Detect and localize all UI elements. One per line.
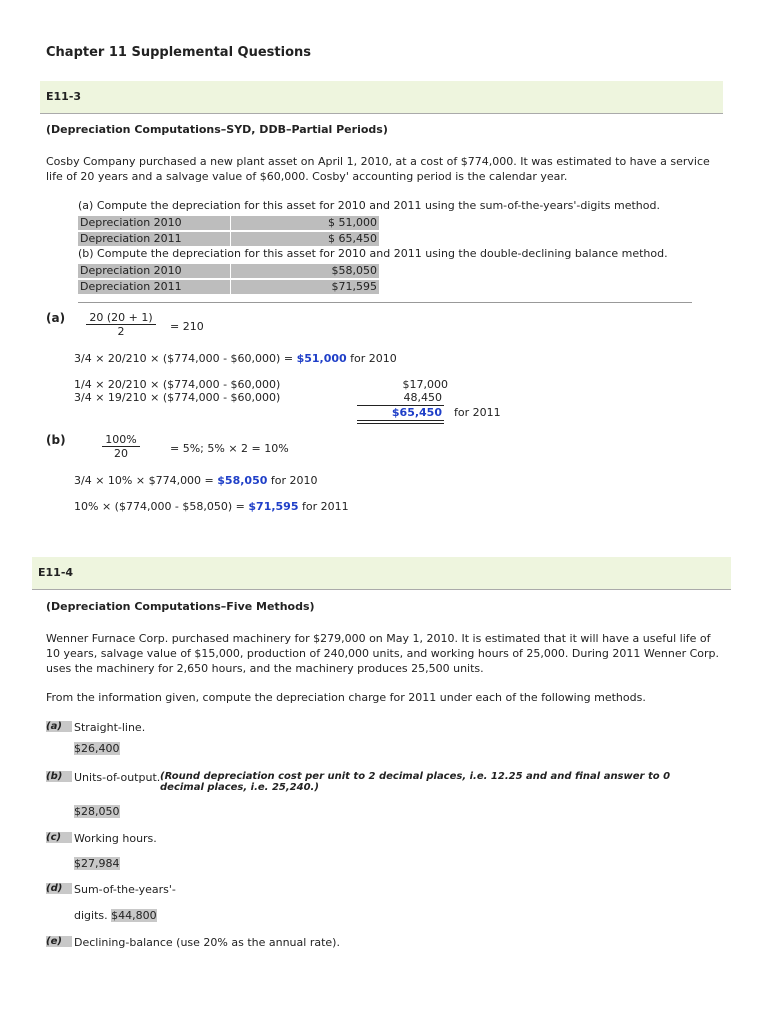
- item-label: (b): [46, 771, 72, 782]
- table-b-label: Depreciation 2010: [78, 264, 230, 278]
- solution-a-label: (a): [46, 311, 66, 325]
- fraction-numerator: 20 (20 + 1): [86, 311, 155, 325]
- item-text: Sum-of-the-years'-: [74, 883, 176, 896]
- fraction: [98, 433, 144, 460]
- answer-value: $71,595: [248, 500, 299, 513]
- fraction: [86, 311, 156, 338]
- calc-text: 3/4 × 10% × $774,000 =: [74, 474, 218, 487]
- table-b-value: $58,050: [231, 264, 379, 278]
- instructions: From the information given, compute the depreciation charge for 2011 under each of the following methods.: [46, 691, 646, 704]
- solution-b-label: (b): [46, 433, 66, 447]
- item-answer: [74, 742, 120, 755]
- answer-value: $58,050: [217, 474, 268, 487]
- answer-value: $65,450: [391, 406, 442, 419]
- fraction-result: = 210: [170, 320, 204, 333]
- double-rule: [357, 420, 444, 421]
- answer-value: $27,984: [74, 857, 120, 870]
- calc-line: [74, 474, 318, 487]
- item-label: (a): [46, 721, 72, 732]
- calc-line: 3/4 × 19/210 × ($774,000 - $60,000): [74, 391, 281, 404]
- item-answer: [74, 909, 157, 922]
- document-title: Chapter 11 Supplemental Questions: [46, 45, 312, 60]
- question-a: (a) Compute the depreciation for this asset for 2010 and 2011 using the sum-of-the-years'-digits method.: [78, 199, 660, 212]
- table-a-value: $ 51,000: [231, 216, 379, 230]
- calc-value: 48,450: [403, 391, 442, 404]
- section-subtitle: (Depreciation Computations–Five Methods): [46, 600, 315, 613]
- fraction-numerator: 100%: [102, 433, 139, 447]
- item-text: Declining-balance (use 20% as the annual rate).: [74, 936, 340, 949]
- item-answer: [74, 805, 120, 818]
- item-note: (Round depreciation cost per unit to 2 decimal places, i.e. 12.25 and and final answer to 0 decimal places, i.e. 25,240.): [160, 771, 671, 793]
- section-subtitle: (Depreciation Computations–SYD, DDB–Partial Periods): [46, 123, 388, 136]
- section-heading: E11-3: [46, 90, 82, 103]
- calc-line: [74, 352, 397, 365]
- table-a-label: Depreciation 2010: [78, 216, 230, 230]
- table-a-label: Depreciation 2011: [78, 232, 230, 246]
- calc-value: $17,000: [402, 378, 448, 391]
- answer-value: $44,800: [111, 909, 157, 922]
- table-b-value: $71,595: [231, 280, 379, 294]
- item-text: Units-of-output.: [74, 771, 161, 784]
- item-text: Straight-line.: [74, 721, 146, 734]
- answer-value: $28,050: [74, 805, 120, 818]
- calc-text: 3/4 × 20/210 × ($774,000 - $60,000) =: [74, 352, 297, 365]
- calc-suffix: for 2011: [454, 406, 501, 419]
- calc-suffix: for 2010: [267, 474, 318, 487]
- answer-value: $51,000: [296, 352, 347, 365]
- fraction-result: = 5%; 5% × 2 = 10%: [170, 442, 289, 455]
- answer-prefix: digits.: [74, 909, 112, 922]
- question-b: (b) Compute the depreciation for this asset for 2010 and 2011 using the double-declining balance method.: [78, 247, 668, 260]
- problem-statement: Wenner Furnace Corp. purchased machinery for $279,000 on May 1, 2010. It is estimated that it will have a useful life of 10 years, salvage value of $15,000, production of 240,000 units, and working hours of 25,000. During 2011 Wenner Corp. uses the machinery for 2,650 hours, and the machinery produces 25,500 units.: [46, 632, 720, 675]
- section-header-e11-3: [40, 81, 723, 114]
- item-label: (e): [46, 936, 72, 947]
- calc-line: [74, 500, 349, 513]
- calc-text: 10% × ($774,000 - $58,050) =: [74, 500, 249, 513]
- item-answer: [74, 857, 120, 870]
- divider: [78, 302, 692, 303]
- calc-suffix: for 2010: [346, 352, 397, 365]
- section-header-e11-4: [32, 557, 731, 590]
- calc-suffix: for 2011: [298, 500, 349, 513]
- fraction-denominator: 2: [117, 325, 125, 338]
- fraction-denominator: 20: [114, 447, 128, 460]
- section-heading: E11-4: [38, 566, 74, 579]
- item-label: (d): [46, 883, 72, 894]
- table-b-label: Depreciation 2011: [78, 280, 230, 294]
- table-a-value: $ 65,450: [231, 232, 379, 246]
- calc-line: 1/4 × 20/210 × ($774,000 - $60,000): [74, 378, 281, 391]
- answer-value: $26,400: [74, 742, 120, 755]
- item-text: Working hours.: [74, 832, 157, 845]
- problem-statement: Cosby Company purchased a new plant asset on April 1, 2010, at a cost of $774,000. It was estimated to have a service life of 20 years and a salvage value of $60,000. Cosby' accounting period is the calendar year.: [46, 155, 710, 183]
- double-rule: [357, 423, 444, 424]
- item-label: (c): [46, 832, 72, 843]
